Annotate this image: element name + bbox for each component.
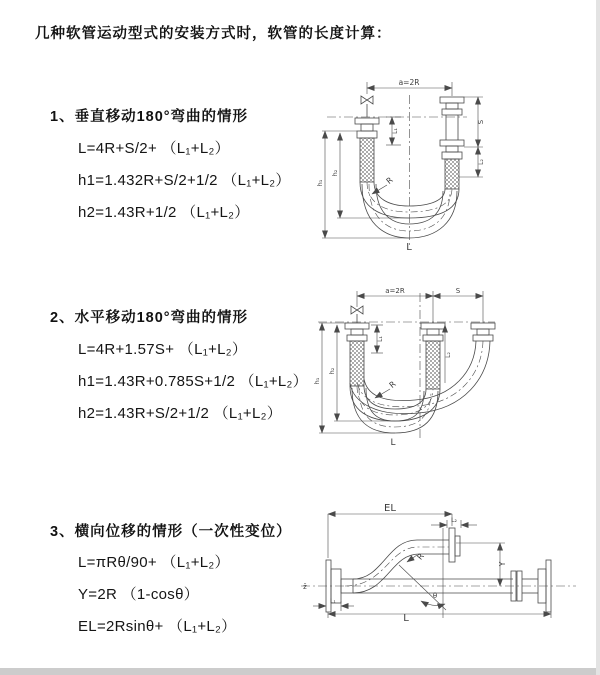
label-el: EL <box>384 503 396 514</box>
middle-flange <box>421 323 445 341</box>
section-2-formula-3: h2=1.43R+S/2+1/2 （L₁+L₂） <box>78 405 283 422</box>
angle-theta-construction <box>399 528 446 618</box>
label-l2: L₂ <box>451 517 457 524</box>
label-l2: L₂ <box>478 159 485 165</box>
label-h1: h₁ <box>313 377 321 385</box>
label-s: S <box>477 119 485 125</box>
label-s: S <box>455 287 461 295</box>
label-r: R <box>387 379 398 390</box>
right-flange <box>471 323 495 341</box>
page-title: 几种软管运动型式的安装方式时，软管的长度计算： <box>35 26 392 42</box>
label-l1: L₁ <box>330 598 336 605</box>
page-edge-bottom <box>0 668 600 675</box>
dimension-h2 <box>334 325 395 421</box>
section-2-formula-2: h1=1.43R+0.785S+1/2 （L₁+L₂） <box>78 373 308 390</box>
left-braided-hose <box>350 341 364 386</box>
section-3-formula-3: EL=2Rsinθ+ （L₁+L₂） <box>78 618 237 635</box>
label-r: R <box>384 175 395 186</box>
label-a2r: a=2R <box>398 78 420 87</box>
label-l2: L₂ <box>445 352 452 358</box>
label-h2: h₂ <box>328 367 336 375</box>
section-1-formula-1: L=4R+S/2+ （L₁+L₂） <box>78 140 230 157</box>
section-1-formula-2: h1=1.432R+S/2+1/2 （L₁+L₂） <box>78 172 291 189</box>
label-y: Y <box>498 561 507 567</box>
label-a2r: a=2R <box>385 287 405 295</box>
left-flange <box>355 118 379 138</box>
label-l: L <box>406 242 412 253</box>
section-3-formula-2: Y=2R （1-cosθ） <box>78 586 200 603</box>
valve-icon <box>361 96 373 117</box>
s-curve-hose <box>345 540 449 593</box>
section-3-heading: 3、横向位移的情形（一次性变位） <box>50 524 292 540</box>
section-1-heading: 1、垂直移动180°弯曲的情形 <box>50 109 249 125</box>
label-z: z̄ <box>303 583 307 591</box>
dimension-el <box>328 514 452 558</box>
label-l: L <box>403 613 409 624</box>
middle-braided-hose <box>426 341 440 389</box>
section-2-formula-1: L=4R+1.57S+ （L₁+L₂） <box>78 341 248 358</box>
section-1-formula-3: h2=1.43R+1/2 （L₁+L₂） <box>78 204 250 221</box>
upper-flange <box>449 528 460 562</box>
right-flange-lower <box>440 140 464 159</box>
left-flange <box>345 323 369 341</box>
right-braided-hose <box>445 159 459 189</box>
section-3-formula-1: L=πRθ/90+ （L₁+L₂） <box>78 554 230 571</box>
label-l: L <box>390 438 396 448</box>
label-h2: h₂ <box>331 169 339 177</box>
section-2-heading: 2、水平移动180°弯曲的情形 <box>50 310 249 326</box>
label-l1: L₁ <box>377 336 384 342</box>
page-edge-right <box>596 0 600 675</box>
right-flange-upper <box>440 97 464 140</box>
label-l1: L₁ <box>392 128 399 134</box>
label-h1: h₁ <box>316 179 324 187</box>
diagram-lateral-displacement <box>293 498 593 633</box>
radius-leader <box>375 389 390 398</box>
label-theta: θ <box>432 592 438 600</box>
diagram-vertical-180-bend <box>313 70 595 256</box>
left-braided-hose <box>360 138 374 182</box>
label-r: R <box>415 551 426 562</box>
diagram-horizontal-180-bend <box>313 283 595 475</box>
dimension-l <box>328 612 551 618</box>
valve-icon <box>351 306 363 323</box>
